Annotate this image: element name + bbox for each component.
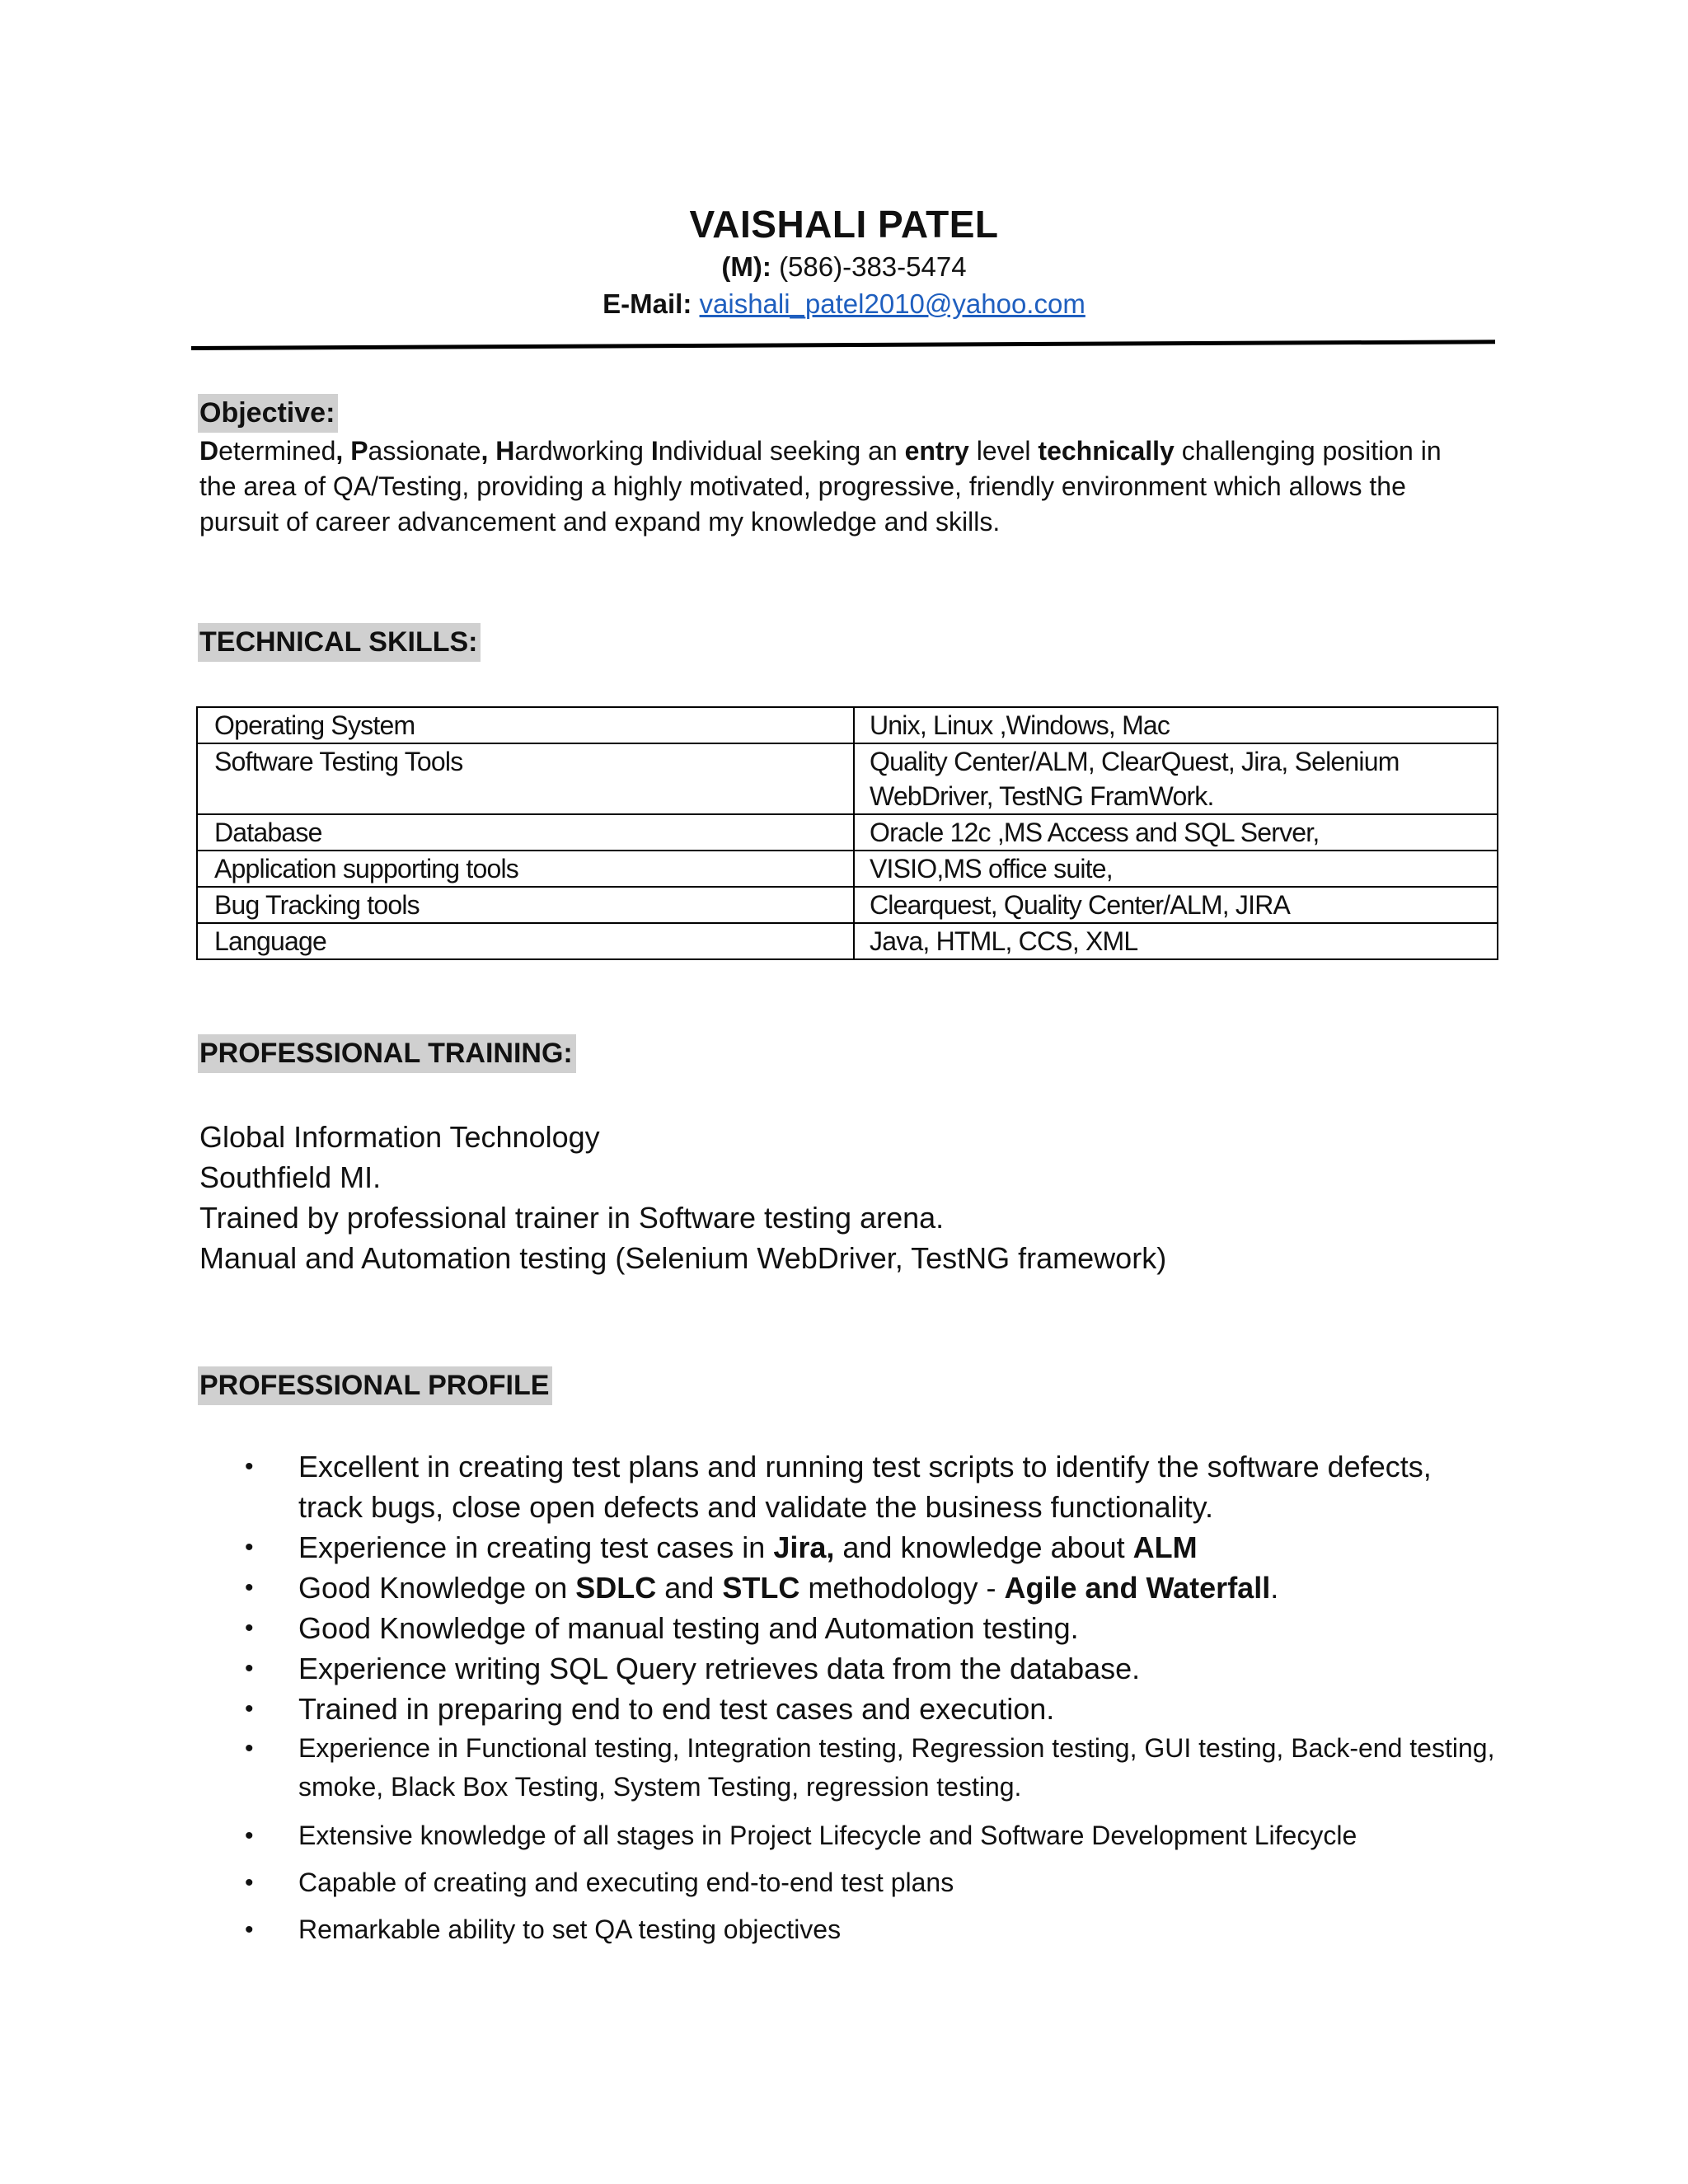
skills-row: [197, 887, 1498, 923]
objective-fragment: , P: [335, 436, 368, 466]
skills-table: [196, 706, 1498, 960]
profile-item: [199, 1729, 1502, 1807]
objective-fragment: technically: [1038, 436, 1175, 466]
profile-item: [199, 1689, 1502, 1729]
bullet-icon: •: [245, 1615, 254, 1642]
skill-category: Language: [197, 923, 854, 959]
skill-value-line: VISIO,MS office suite,: [870, 854, 1113, 883]
profile-text: Good Knowledge of manual testing and Automation testing.: [298, 1611, 1079, 1645]
skills-row: [197, 743, 1498, 814]
profile-text: Good Knowledge on: [298, 1571, 576, 1605]
email-link[interactable]: vaishali_patel2010@yahoo.com: [699, 288, 1085, 319]
objective-fragment: assionate: [368, 436, 481, 466]
profile-list: [199, 1446, 1502, 1949]
profile-text: Experience writing SQL Query retrieves data from the database.: [298, 1652, 1141, 1685]
skills-row: [197, 707, 1498, 743]
objective-fragment: level: [968, 436, 1039, 466]
skill-values: [854, 743, 1498, 814]
profile-text: ALM: [1132, 1530, 1198, 1564]
skills-row: [197, 923, 1498, 959]
bullet-icon: •: [245, 1916, 254, 1943]
training-heading: PROFESSIONAL TRAINING:: [198, 1034, 576, 1073]
profile-text: .: [1270, 1571, 1279, 1605]
profile-text: and: [656, 1571, 723, 1605]
skill-category: Software Testing Tools: [197, 743, 854, 814]
objective-line-2: the area of QA/Testing, providing a highly motivated, progressive, friendly environment which allows the: [199, 471, 1406, 501]
email-label: E-Mail:: [603, 288, 692, 319]
profile-item: [199, 1910, 1502, 1949]
objective-fragment: challenging position in: [1174, 436, 1442, 466]
profile-text: SDLC: [575, 1571, 657, 1605]
mobile-label: (M):: [721, 251, 771, 282]
mobile-line: [0, 251, 1688, 283]
profile-item: [199, 1446, 1502, 1527]
bullet-icon: •: [245, 1534, 254, 1561]
profile-text: Experience in creating test cases in: [298, 1530, 774, 1564]
profile-item: [199, 1527, 1502, 1568]
skill-value-line: Oracle 12c ,MS Access and SQL Server,: [870, 818, 1320, 847]
bullet-icon: •: [245, 1822, 254, 1849]
training-line: Trained by professional trainer in Software testing arena.: [199, 1201, 945, 1235]
bullet-icon: •: [245, 1574, 254, 1601]
profile-item: [199, 1863, 1502, 1902]
candidate-name: VAISHALI PATEL: [689, 203, 999, 246]
objective-text: [199, 434, 1502, 540]
skills-row: [197, 814, 1498, 851]
profile-text: Capable of creating and executing end-to-end test plans: [298, 1868, 954, 1897]
objective-fragment: entry: [904, 436, 969, 466]
skill-values: [854, 923, 1498, 959]
skill-value-line: Quality Center/ALM, ClearQuest, Jira, Selenium: [870, 747, 1400, 776]
profile-text: Trained in preparing end to end test cases and execution.: [298, 1692, 1055, 1726]
profile-item: [199, 1816, 1502, 1855]
profile-heading: PROFESSIONAL PROFILE: [198, 1366, 552, 1405]
objective-heading: Objective:: [198, 394, 338, 433]
profile-text: Extensive knowledge of all stages in Project Lifecycle and Software Development Lifecycle: [298, 1821, 1357, 1850]
bullet-icon: •: [245, 1453, 254, 1480]
objective-fragment: ndividual seeking an: [658, 436, 905, 466]
profile-text: Agile and Waterfall: [1004, 1571, 1271, 1605]
skill-value-line: WebDriver, TestNG FramWork.: [870, 781, 1214, 811]
skill-value-line: Java, HTML, CCS, XML: [870, 926, 1138, 956]
skill-category: Bug Tracking tools: [197, 887, 854, 923]
bullet-icon: •: [245, 1735, 254, 1762]
technical-skills-heading: TECHNICAL SKILLS:: [198, 623, 481, 662]
objective-fragment: I: [650, 436, 659, 466]
skill-value-line: Unix, Linux ,Windows, Mac: [870, 710, 1170, 740]
profile-text: Excellent in creating test plans and running test scripts to identify the software defects, track bugs, close open defects and validate the business functionality.: [298, 1450, 1432, 1524]
profile-item: [199, 1568, 1502, 1608]
skill-values: [854, 707, 1498, 743]
profile-text: Remarkable ability to set QA testing objectives: [298, 1915, 842, 1944]
profile-item: [199, 1648, 1502, 1689]
training-block: [199, 1117, 1166, 1278]
skills-row: [197, 851, 1498, 887]
profile-text: methodology -: [799, 1571, 1005, 1605]
email-line: [0, 288, 1688, 320]
objective-fragment: ardworking: [514, 436, 651, 466]
training-line: Manual and Automation testing (Selenium WebDriver, TestNG framework): [199, 1241, 1167, 1275]
objective-fragment: etermined: [218, 436, 336, 466]
skill-values: [854, 887, 1498, 923]
skill-category: Application supporting tools: [197, 851, 854, 887]
profile-text: and knowledge about: [834, 1530, 1133, 1564]
mobile-number: (586)-383-5474: [779, 251, 967, 282]
profile-text: Experience in Functional testing, Integration testing, Regression testing, GUI testing, Back-end testing, smoke, Black Box Testing, System Testing, regression testing.: [298, 1733, 1495, 1802]
training-line: Global Information Technology: [199, 1120, 600, 1154]
skill-values: [854, 851, 1498, 887]
objective-fragment: , H: [481, 436, 515, 466]
profile-text: STLC: [722, 1571, 800, 1605]
bullet-icon: •: [245, 1655, 254, 1682]
bullet-icon: •: [245, 1869, 254, 1896]
header-divider: [191, 340, 1495, 350]
skill-values: [854, 814, 1498, 851]
bullet-icon: •: [245, 1695, 254, 1722]
objective-line-3: pursuit of career advancement and expand my knowledge and skills.: [199, 507, 1001, 537]
profile-text: Jira,: [773, 1530, 835, 1564]
training-line: Southfield MI.: [199, 1160, 382, 1194]
skill-value-line: Clearquest, Quality Center/ALM, JIRA: [870, 890, 1291, 920]
objective-line-1: [199, 434, 1502, 469]
objective-fragment: D: [199, 436, 219, 466]
profile-item: [199, 1608, 1502, 1648]
skill-category: Operating System: [197, 707, 854, 743]
skill-category: Database: [197, 814, 854, 851]
